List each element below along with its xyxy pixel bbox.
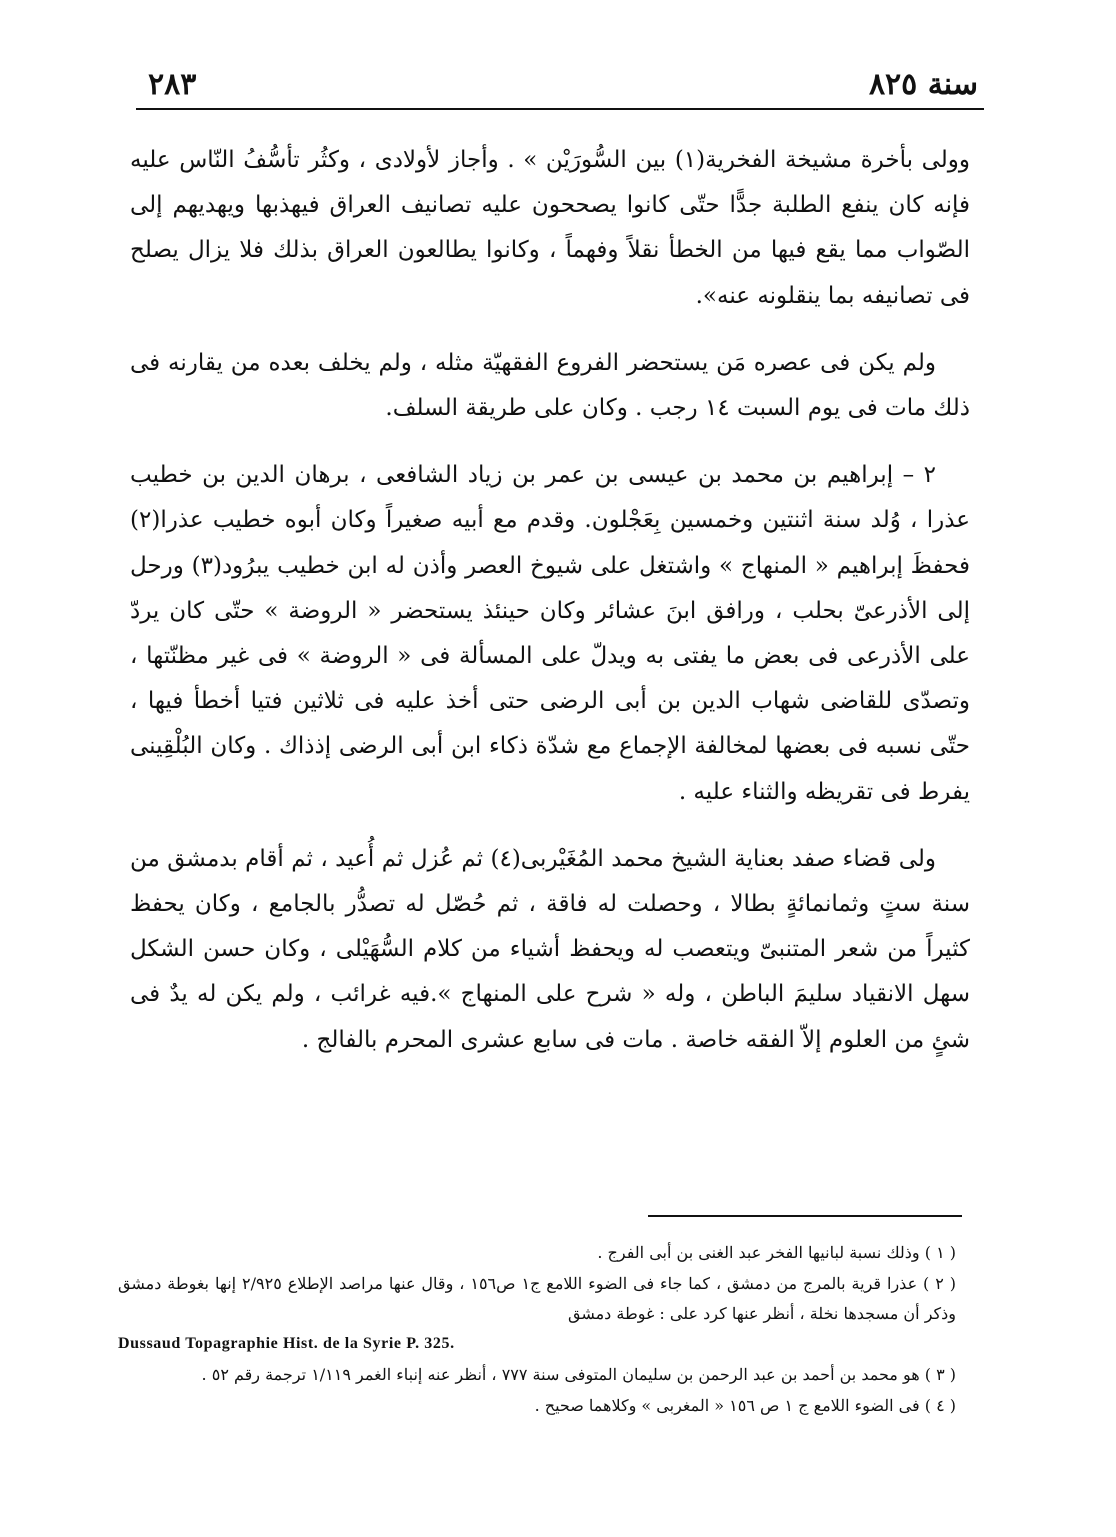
footnote-1: ( ١ ) وذلك نسبة لبانيها الفخر عبد الغنى بن أبى الفرج . (597, 1243, 956, 1262)
paragraph-1: وولى بأخرة مشيخة الفخرية(١) بين السُّورَيْن » . وأجاز لأولادى ، وكثُر تأسُّفُ النّاس عليه فإنه كان ينفع الطلبة جدًّا حتّى كانوا يصححون عليه تصانيف العراق فيهذبها ويهديهم إلى الصّواب مما يقع فيها من الخطأ نقلاً وفهماً ، وكانوا يطالعون العراق بذلك فلا يزال يصلح فى تصانيفه بما ينقلونه عنه». (130, 147, 970, 309)
paragraph-3-biography-entry: ٢ – إبراهيم بن محمد بن عيسى بن عمر بن زياد الشافعى ، برهان الدين بن خطيب عذرا ، وُلد سنة اثنتين وخمسين بِعَجْلون. وقدم مع أبيه صغيراً وكان أبوه خطيب عذرا(٢) فحفظَ إبراهيم « المنهاج » واشتغل على شيوخ العصر وأذن له ابن خطيب يبرُود(٣) ورحل إلى الأذرعىّ بحلب ، ورافق ابنَ عشائر وكان حينئذ يستحضر « الروضة » حتّى كان يردّ على الأذرعى فى بعض ما يفتى به ويدلّ على المسألة فى « الروضة » فى غير مظنّتها ، وتصدّى للقاضى شهاب الدين بن أبى الرضى حتى أخذ عليه فى ثلاثين فتيا أخطأ فيها ، حتّى نسبه فى بعضها لمخالفة الإجماع مع شدّة ذكاء ابن أبى الرضى إذذاك . وكان البُلْقِينى يفرط فى تقريظه والثناء عليه . (130, 462, 970, 805)
footnote-divider (648, 1215, 962, 1217)
paragraph-2: ولم يكن فى عصره مَن يستحضر الفروع الفقهيّة مثله ، ولم يخلف بعده من يقارنه فى ذلك مات فى يوم السبت ١٤ رجب . وكان على طريقة السلف. (130, 349, 970, 422)
page-header (148, 62, 978, 102)
footnote-2-text: ( ٢ ) عذرا قرية بالمرج من دمشق ، كما جاء فى الضوء اللامع ج١ ص١٥٦ ، وقال عنها مراصد الإطلاع ٢/٩٢٥ إنها بغوطة دمشق وذكر أن مسجدها نخلة ، أنظر عنها كرد على : غوطة دمشق (118, 1274, 957, 1323)
footnote-2 (118, 1269, 956, 1359)
main-text (130, 138, 970, 1085)
running-title-year: سنة ٨٢٥ (868, 67, 978, 102)
footnote-4: ( ٤ ) فى الضوء اللامع ج ١ ص ١٥٦ « المغربى » وكلاهما صحيح . (534, 1396, 956, 1415)
header-divider (136, 108, 984, 110)
footnotes (118, 1238, 956, 1422)
footnote-2-latin-reference: Dussaud Topagraphie Hist. de la Syrie P. 325. (118, 1335, 455, 1352)
page-number: ٢٨٣ (148, 67, 197, 102)
paragraph-4: ولى قضاء صفد بعناية الشيخ محمد المُغَيْربى(٤) ثم عُزل ثم أُعيد ، ثم أقام بدمشق من سنة ستٍ وثمانمائةٍ بطالا ، وحصلت له فاقة ، ثم حُصّل له تصدُّر بالجامع ، وكان يحفظ كثيراً من شعر المتنبىّ ويتعصب له ويحفظ أشياء من كلام السُّهَيْلى ، وكان حسن الشكل سهل الانقياد سليمَ الباطن ، وله « شرح على المنهاج ».فيه غرائب ، ولم يكن له يدٌ فى شئٍ من العلوم إلاّ الفقه خاصة . مات فى سابع عشرى المحرم بالفالج . (130, 845, 970, 1053)
footnote-3: ( ٣ ) هو محمد بن أحمد بن عبد الرحمن بن سليمان المتوفى سنة ٧٧٧ ، أنظر عنه إنباء الغمر ١/١١٩ ترجمة رقم ٥٢ . (201, 1365, 956, 1384)
